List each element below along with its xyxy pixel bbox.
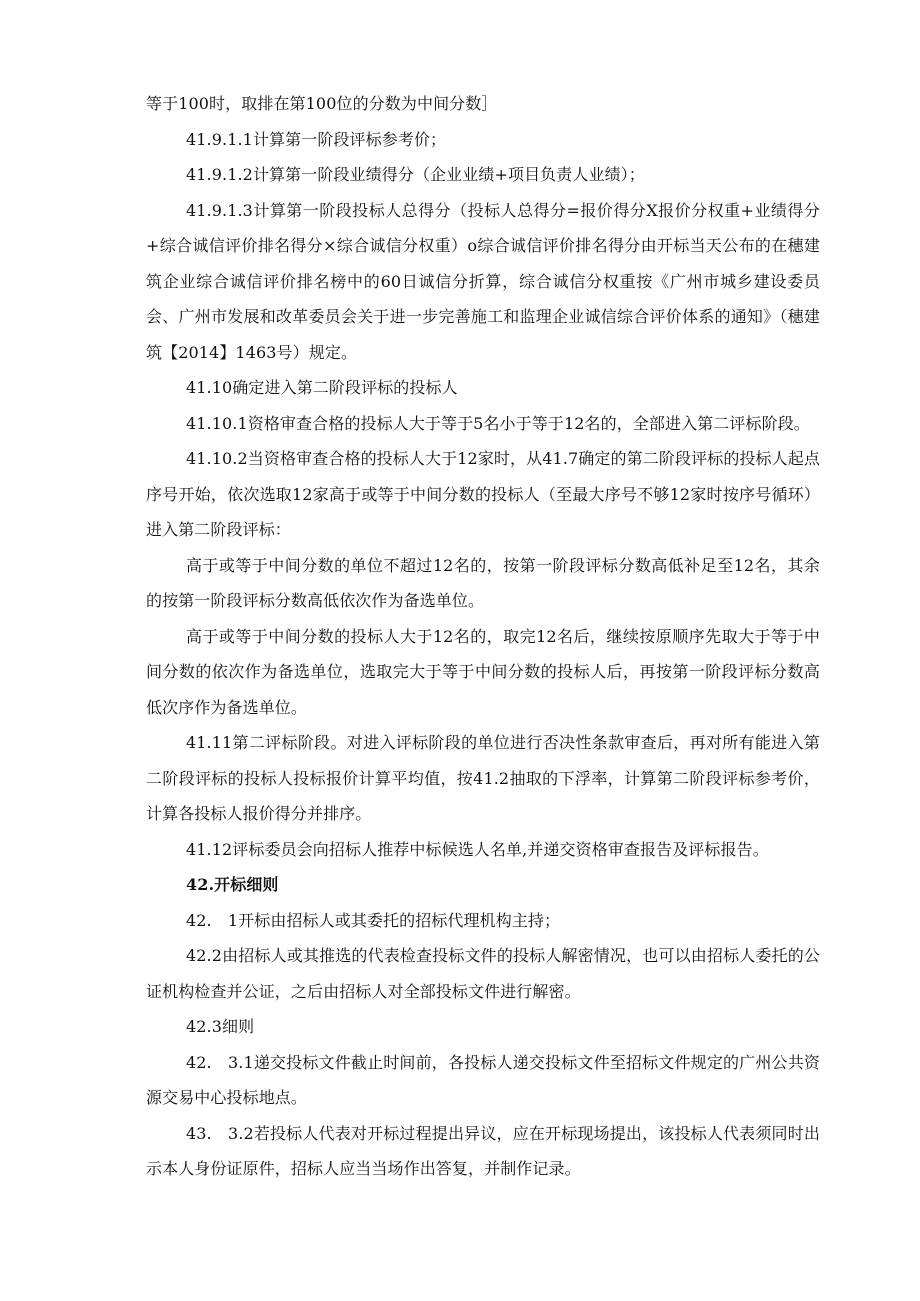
paragraph-41-12: 41.12评标委员会向招标人推荐中标候选人名单,并递交资格审查报告及评标报告。 [186, 839, 769, 859]
paragraph-41-9-1-1: 41.9.1.1计算第一阶段评标参考价； [186, 129, 447, 149]
paragraph-rule-not-exceed-12: 高于或等于中间分数的单位不超过12名的，按第一阶段评标分数高低补足至12名，其余的按第一阶段评标分数高低依次作为备选单位。 [146, 555, 820, 610]
paragraph-41-10: 41.10确定进入第二阶段评标的投标人 [186, 378, 458, 397]
paragraph-41-11: 41.11第二评标阶段。对进入评标阶段的单位进行否决性条款审查后，再对所有能进入第二阶段评标的投标人投标报价计算平均值，按41.2抽取的下浮率，计算第二阶段评标参考价，计算各投标人报价得分并排序。 [146, 733, 820, 823]
paragraph-42-1: 42. 1开标由招标人或其委托的招标代理机构主持； [186, 910, 561, 930]
paragraph-rule-more-than-12: 高于或等于中间分数的投标人大于12名的，取完12名后，继续按原顺序先取大于等于中间分数的依次作为备选单位，选取完大于等于中间分数的投标人后，再按第一阶段评标分数高低次序作为备选单位。 [146, 626, 820, 717]
paragraph-41-9-1-2: 41.9.1.2计算第一阶段业绩得分（企业业绩+项目负责人业绩）； [186, 165, 645, 184]
paragraph-42-2: 42.2由招标人或其推选的代表检查投标文件的投标人解密情况，也可以由招标人委托的公证机构检查并公证，之后由招标人对全部投标文件进行解密。 [146, 946, 820, 1001]
paragraph-41-10-2: 41.10.2当资格审查合格的投标人大于12家时，从41.7确定的第二阶段评标的投标人起点序号开始，依次选取12家高于或等于中间分数的投标人（至最大序号不够12家时按序号循环）进入第二阶段评标： [146, 449, 820, 539]
section-heading-42: 42.开标细则 [186, 875, 279, 894]
paragraph-41-9-1-3: 41.9.1.3计算第一阶段投标人总得分（投标人总得分=报价得分X报价分权重+业绩得分+综合诚信评价排名得分×综合诚信分权重）o综合诚信评价排名得分由开标当天公布的在穗建筑企业综合诚信评价排名榜中的60日诚信分折算，综合诚信分权重按《广州市城乡建设委员会、广州市发展和改革委员会关于进一步完善施工和监理企业诚信综合评价体系的通知》（穗建筑【2014】1463号）规定。 [146, 200, 820, 362]
paragraph-43-3-2: 43. 3.2若投标人代表对开标过程提出异议，应在开标现场提出，该投标人代表须同时出示本人身份证原件，招标人应当当场作出答复，并制作记录。 [146, 1123, 820, 1178]
paragraph-continuation: 等于100时，取排在第100位的分数为中间分数］ [146, 94, 498, 113]
paragraph-42-3-1: 42. 3.1递交投标文件截止时间前，各投标人递交投标文件至招标文件规定的广州公共资源交易中心投标地点。 [146, 1052, 820, 1107]
paragraph-42-3: 42.3细则 [186, 1017, 255, 1036]
paragraph-41-10-1: 41.10.1资格审查合格的投标人大于等于5名小于等于12名的，全部进入第二评标阶段。 [186, 413, 810, 433]
